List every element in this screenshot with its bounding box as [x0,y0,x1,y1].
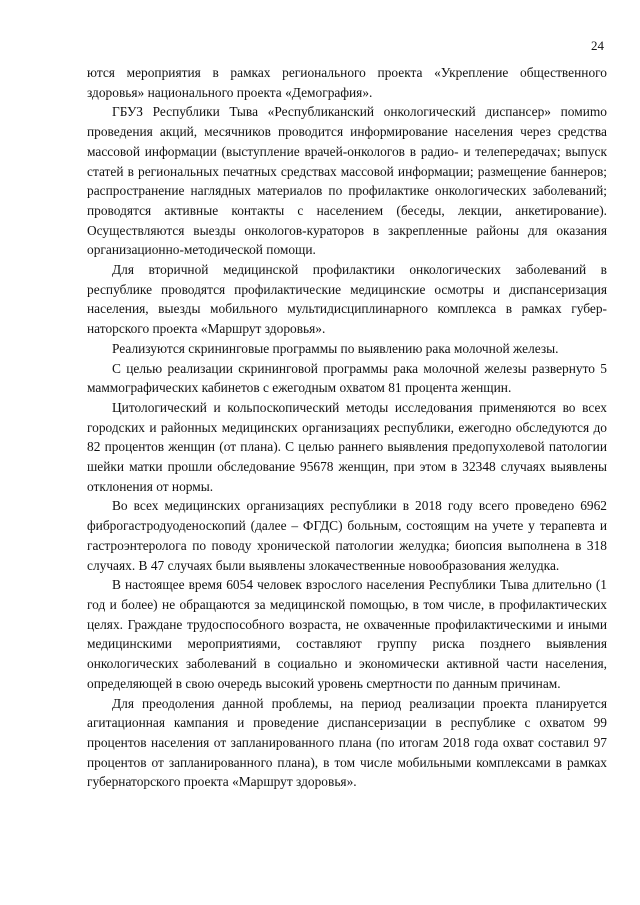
paragraph-7: Во всех медицинских организациях республики в 2018 году всего проведено 6962 фиброгастродуоденоскопий (далее – ФГДС) больным, состоящим на учете у терапевта и гастроэнтеролога по поводу хронической патологии желудка; биопсия выполнена в 318 случаях. В 47 случаях были выявлены злокачественные новообразования желудка. [87,498,607,573]
paragraph-3: Для вторичной медицинской профилактики онкологических заболеваний в республике проводятся профилактические медицинские осмотры и диспансеризация населения, выезды мобильного мультидисциплинарного комплекса в рамках губернаторского проекта «Маршрут здоровья». [87,262,607,337]
paragraph-2: ГБУЗ Республики Тыва «Республиканский онкологический диспансер» помиmo проведения акций, месячников проводится информирование населения через средства массовой информации (выступление врачей-онкологов в радио- и телепередачах; выпуск статей в региональных печатных средствах массовой информации; размещение баннеров; распространение наглядных материалов по профилактике онкологических заболеваний; проводятся активные контакты с населением (беседы, лекции, анкетирование). Осуществляются выезды онкологов-кураторов в закрепленные районы для оказания организационно-методической помощи. [87,104,607,258]
paragraph-5: С целью реализации скрининговой программы рака молочной железы развернуто 5 маммографических кабинетов с ежегодным охватом 81 процента женщин. [87,360,607,396]
paragraph-9: Для преодоления данной проблемы, на период реализации проекта планируется агитационная кампания и проведение диспансеризации в республике с охватом 99 процентов населения от запланированного плана (по итогам 2018 года охват составил 97 процентов от запланированного плана), в том числе мобильными комплексами в рамках губернаторского проекта «Маршрут здоровья». [87,695,607,790]
paragraph-8: В настоящее время 6054 человек взрослого населения Республики Тыва длительно (1 год и более) не обращаются за медицинской помощью, в том числе, в профилактических целях. Граждане трудоспособного возраста, не охваченные профилактическими и иными медицинскими мероприятиями, составляют группу риска позднего выявления онкологических заболеваний в социально и экономически активной части населения, определяющей в свою очередь высокий уровень смертности по данным причинам. [87,577,607,691]
page-number: 24 [591,38,604,53]
document-body [87,63,607,792]
paragraph-1: ются мероприятия в рамках регионального проекта «Укрепление общественного здоровья» национального проекта «Демография». [87,65,607,100]
paragraph-6: Цитологический и кольпоскопический методы исследования применяются во всех городских и районных медицинских организациях республики, ежегодно обследуются до 82 процентов женщин (от плана). С целью раннего выявления предопухолевой патологии шейки матки прошли обследование 95678 женщин, при этом в 32348 случаях выявлены отклонения от нормы. [87,399,607,494]
paragraph-4: Реализуются скрининговые программы по выявлению рака молочной железы. [112,340,559,356]
